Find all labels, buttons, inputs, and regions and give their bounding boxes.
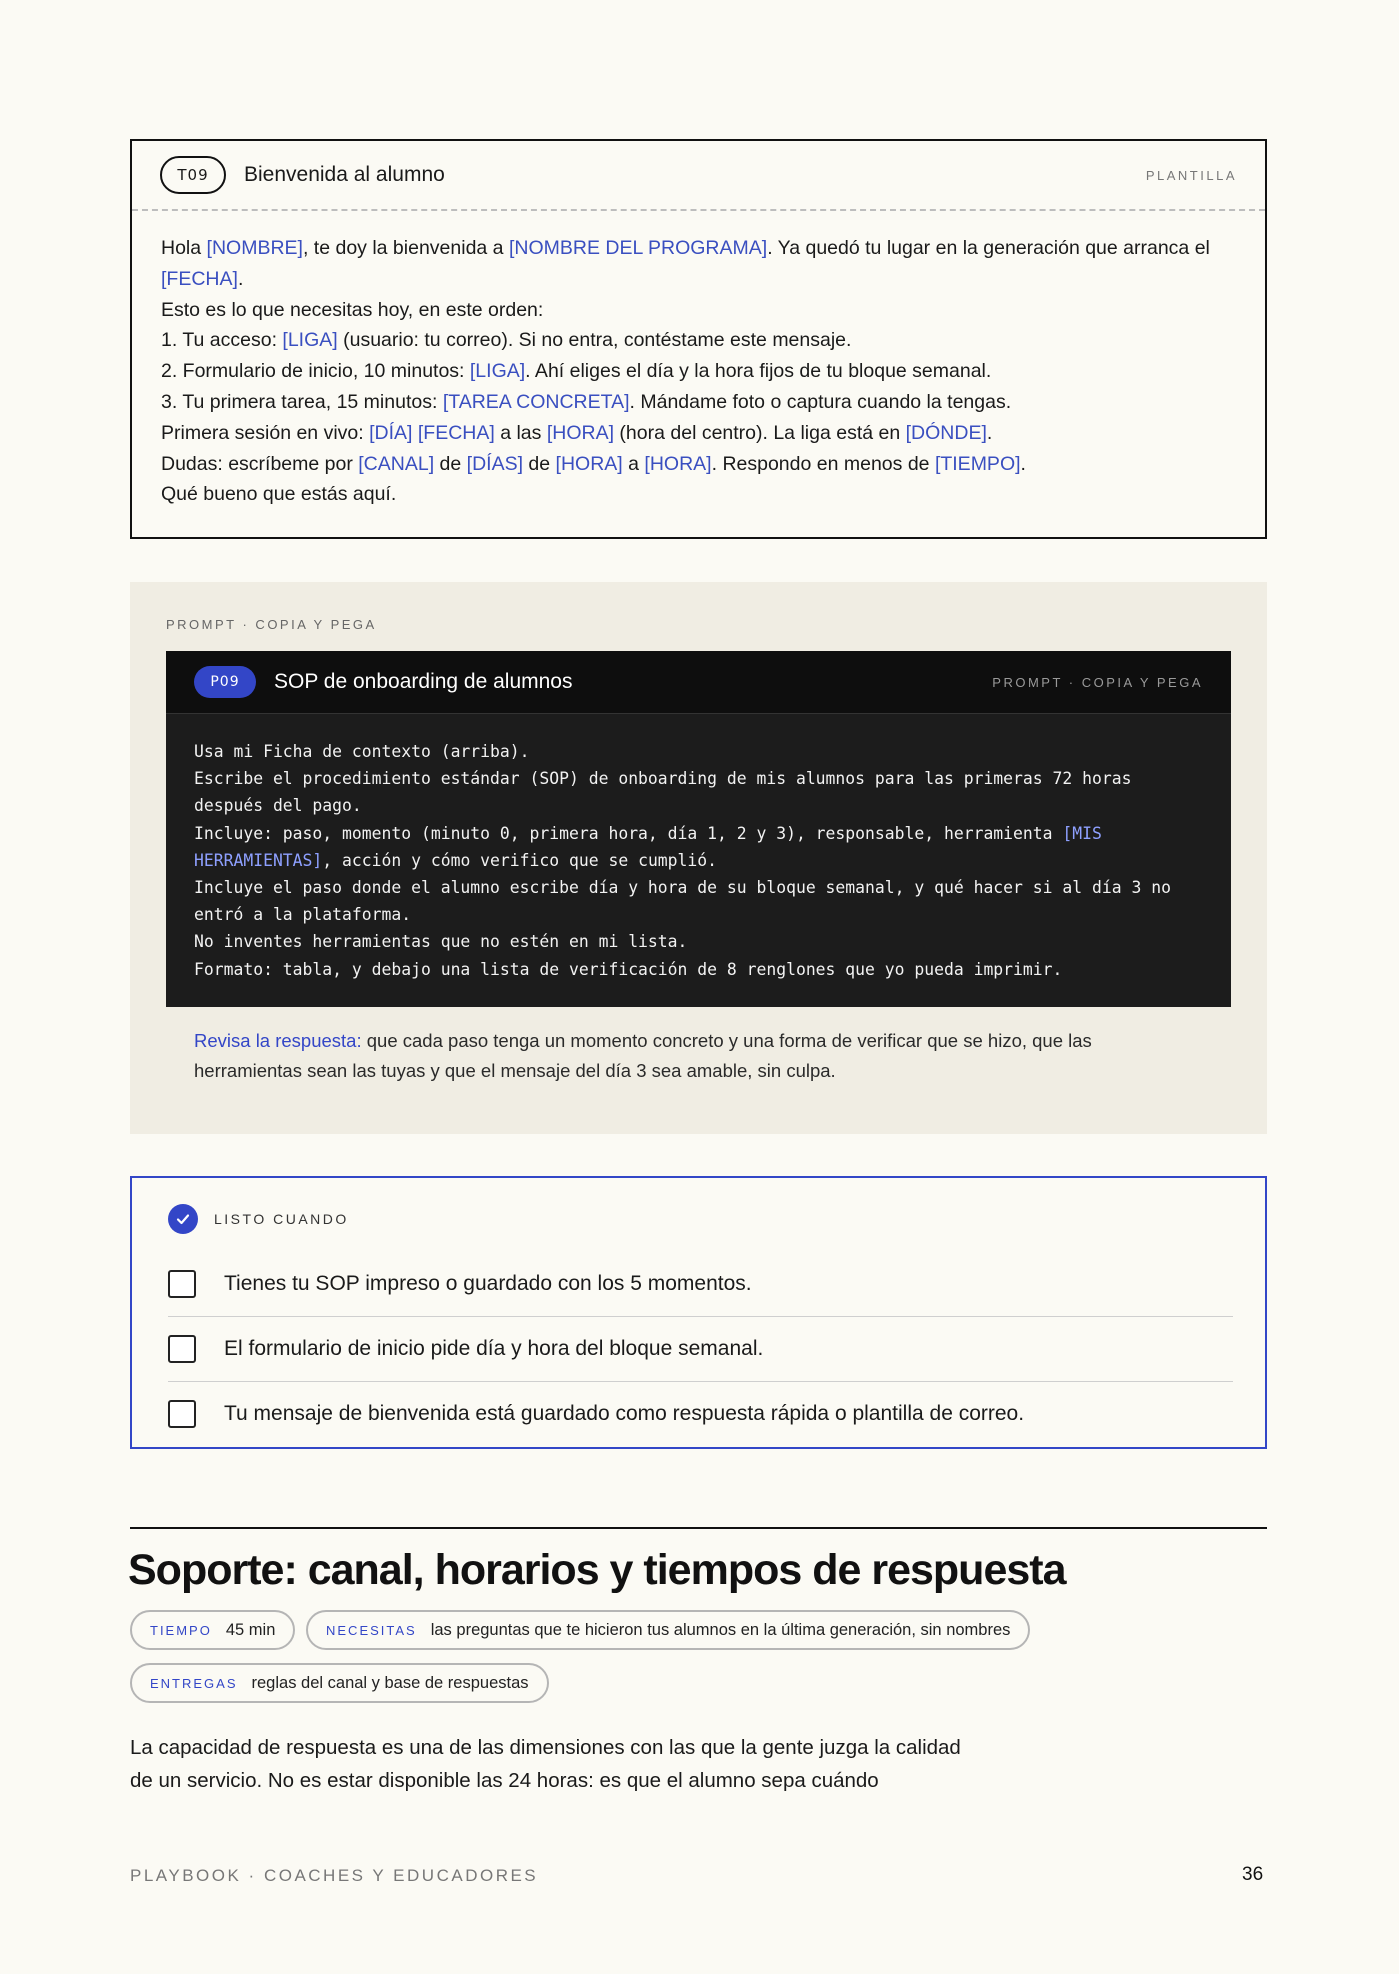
chip-needs xyxy=(306,1610,1030,1650)
chip-deliverables xyxy=(130,1663,549,1703)
check-circle-icon xyxy=(168,1204,198,1234)
text-segment: Formato: tabla, y debajo una lista de verificación de 8 renglones que yo pueda imprimir. xyxy=(194,959,1063,979)
chip-key: ENTREGAS xyxy=(150,1675,238,1691)
text-line xyxy=(194,928,1203,955)
text-line xyxy=(161,387,1237,418)
text-line xyxy=(161,233,1237,295)
prompt-header xyxy=(166,651,1231,714)
text-segment: 1. Tu acceso: xyxy=(161,329,283,352)
text-segment: , te doy la bienvenida a xyxy=(302,237,509,259)
text-segment: Escribe el procedimiento estándar (SOP) de onboarding de mis alumnos para las primeras 72 horas después del pago. xyxy=(194,769,1142,816)
text-segment: Qué bueno que estás aquí. xyxy=(161,483,397,506)
section-paragraph: La capacidad de respuesta es una de las dimensiones con las que la gente juzga la calidad de un servicio. No es estar disponible las 24 horas: es que el alumno sepa cuándo xyxy=(130,1736,961,1792)
text-segment: . xyxy=(986,421,993,444)
chip-value: reglas del canal y base de respuestas xyxy=(251,1673,529,1692)
footer-label: PLAYBOOK · COACHES Y EDUCADORES xyxy=(130,1866,539,1885)
text-segment: de xyxy=(523,452,556,475)
review-label: Revisa la respuesta: xyxy=(194,1030,362,1051)
checklist-item[interactable] xyxy=(168,1381,1233,1446)
text-segment: de xyxy=(434,452,467,475)
text-line xyxy=(161,295,1237,326)
text-line xyxy=(194,738,1203,765)
checklist-item-text: El formulario de inicio pide día y hora del bloque semanal. xyxy=(224,1337,764,1360)
text-segment: . Ya quedó tu lugar en la generación que arranca el xyxy=(767,237,1210,259)
template-title: Bienvenida al alumno xyxy=(244,163,445,186)
review-text: que cada paso tenga un momento concreto y una forma de verificar que se hizo, que las herramientas sean las tuyas y que el mensaje del día 3 sea amable, sin culpa. xyxy=(194,1030,1092,1081)
template-tag: PLANTILLA xyxy=(1145,167,1237,183)
checklist-item[interactable] xyxy=(168,1251,1233,1316)
prompt-panel-label: PROMPT · COPIA Y PEGA xyxy=(166,617,377,632)
placeholder: [HORA] xyxy=(644,452,712,475)
chip-time xyxy=(130,1610,295,1650)
text-segment: . Mándame foto o captura cuando la tengas. xyxy=(629,390,1012,413)
review-note xyxy=(194,1026,1194,1086)
placeholder: [FECHA] xyxy=(417,421,495,444)
text-segment: Dudas: escríbeme por xyxy=(161,452,359,475)
text-segment: . xyxy=(237,267,244,290)
prompt-title: SOP de onboarding de alumnos xyxy=(274,670,573,693)
section-divider xyxy=(130,1527,1267,1529)
chip-value: las preguntas que te hicieron tus alumnos en la última generación, sin nombres xyxy=(430,1620,1011,1639)
template-header xyxy=(132,141,1265,211)
text-segment: Primera sesión en vivo: xyxy=(161,421,370,444)
chip-key: TIEMPO xyxy=(150,1622,212,1638)
placeholder: [FECHA] xyxy=(161,267,238,290)
checkbox-icon[interactable] xyxy=(168,1270,196,1298)
placeholder: [TAREA CONCRETA] xyxy=(442,390,630,413)
page-number: 36 xyxy=(1242,1864,1264,1885)
text-segment: 3. Tu primera tarea, 15 minutos: xyxy=(161,390,443,413)
text-line xyxy=(161,449,1237,480)
placeholder: [NOMBRE] xyxy=(206,237,303,259)
placeholder: [LIGA] xyxy=(282,329,338,352)
text-line xyxy=(161,418,1237,449)
placeholder: [HORA] xyxy=(555,452,623,475)
checklist-item[interactable] xyxy=(168,1316,1233,1381)
text-segment: (usuario: tu correo). Si no entra, contéstame este mensaje. xyxy=(337,329,852,352)
text-segment: No inventes herramientas que no estén en mi lista. xyxy=(194,932,688,952)
prompt-tag: PROMPT · COPIA Y PEGA xyxy=(992,674,1203,690)
text-segment: . xyxy=(1020,452,1026,475)
placeholder: [TIEMPO] xyxy=(934,452,1021,475)
text-line xyxy=(161,325,1237,356)
checklist-item-text: Tu mensaje de bienvenida está guardado como respuesta rápida o plantilla de correo. xyxy=(224,1402,1025,1425)
text-line xyxy=(194,956,1203,983)
text-segment: 2. Formulario de inicio, 10 minutos: xyxy=(161,360,470,383)
text-segment: (hora del centro). La liga está en xyxy=(614,421,906,444)
text-line xyxy=(194,874,1203,928)
text-segment: . Ahí eliges el día y la hora fijos de tu bloque semanal. xyxy=(525,360,992,383)
placeholder: [DÓNDE] xyxy=(905,421,987,444)
placeholder: [MIS HERRAMIENTAS] xyxy=(194,823,1112,870)
text-segment: Usa mi Ficha de contexto (arriba). xyxy=(194,742,530,761)
text-line xyxy=(194,765,1203,819)
prompt-code-text[interactable] xyxy=(166,714,1231,983)
section-title: Soporte: canal, horarios y tiempos de respuesta xyxy=(128,1546,1066,1594)
text-segment: . Respondo en menos de xyxy=(711,452,935,475)
prompt-code-badge: P09 xyxy=(194,666,256,698)
checkbox-icon[interactable] xyxy=(168,1400,196,1428)
text-line xyxy=(161,479,1237,510)
text-line xyxy=(161,356,1237,387)
text-segment: Incluye el paso donde el alumno escribe día y hora de su bloque semanal, y qué hacer si al día 3 no entró a la plataforma. xyxy=(194,878,1181,925)
template-body xyxy=(132,211,1265,510)
prompt-panel xyxy=(130,582,1267,1134)
template-card xyxy=(130,139,1267,539)
placeholder: [DÍAS] xyxy=(466,452,524,475)
checkbox-icon[interactable] xyxy=(168,1335,196,1363)
text-line xyxy=(194,820,1203,874)
chip-key: NECESITAS xyxy=(326,1622,417,1638)
text-segment: Esto es lo que necesitas hoy, en este orden: xyxy=(161,298,544,321)
text-segment: a xyxy=(622,452,645,475)
checklist-item-text: Tienes tu SOP impreso o guardado con los 5 momentos. xyxy=(224,1271,752,1295)
done-checklist xyxy=(130,1176,1267,1449)
text-segment: , acción y cómo verifico que se cumplió. xyxy=(322,850,718,870)
chip-value: 45 min xyxy=(225,1620,276,1639)
placeholder: [CANAL] xyxy=(358,452,435,475)
text-segment: Incluye: paso, momento (minuto 0, primera hora, día 1, 2 y 3), responsable, herramienta xyxy=(194,823,1063,843)
template-code-badge: T09 xyxy=(160,156,226,194)
placeholder: [HORA] xyxy=(546,421,615,444)
checklist-header xyxy=(168,1204,349,1234)
placeholder: [LIGA] xyxy=(469,360,526,383)
placeholder: [DÍA] xyxy=(369,421,413,444)
prompt-code-box xyxy=(166,651,1231,1007)
checklist-label: LISTO CUANDO xyxy=(214,1211,349,1227)
text-segment: a las xyxy=(494,421,547,444)
text-segment: Hola xyxy=(161,237,207,259)
placeholder: [NOMBRE DEL PROGRAMA] xyxy=(508,237,768,259)
